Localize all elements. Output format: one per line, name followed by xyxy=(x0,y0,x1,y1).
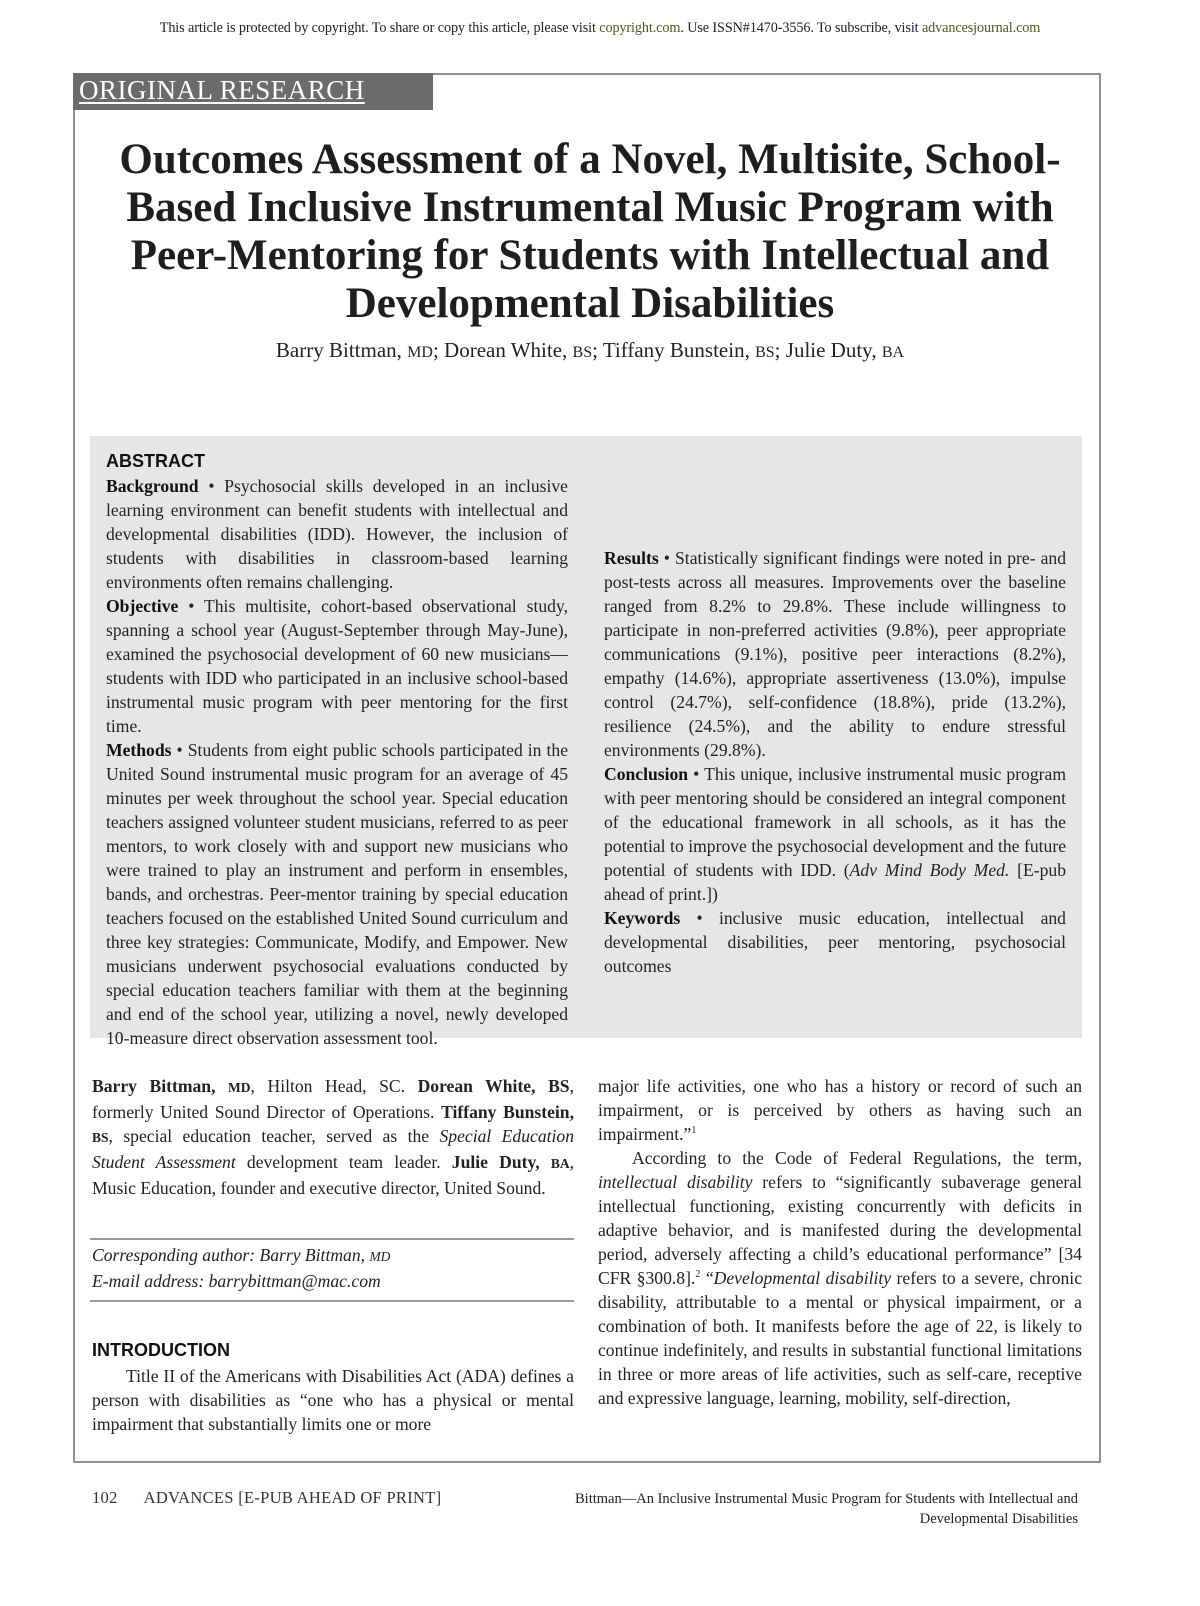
subscribe-link[interactable]: advancesjournal.com xyxy=(921,20,1041,36)
copyright-link[interactable]: copyright.com xyxy=(599,20,681,36)
abstract-methods: Methods • Students from eight public schools participated in the United Sound instrumental music program for an average of 45 minutes per week throughout the school year. Special education teachers assigned volunteer student musicians, referred to as peer mentors, to work closely with and support new musicians who were trained to play an instrument and perform in ensembles, bands, and orchestras. Peer-mentor training by special education teachers focused on the established United Sound curriculum and three key strategies: Communicate, Modify, and Empower. New musicians underwent psychosocial evaluations conducted by special education teachers familiar with them at the beginning and end of the school year, utilizing a novel, newly developed 10-measure direct observation assessment tool. xyxy=(106,740,568,1048)
introduction-column-right xyxy=(598,1074,1082,1410)
copyright-notice: This article is protected by copyright. To share or copy this article, please visit copyright.com. Use ISSN#1470-3556. To subscribe, visit advancesjournal.com xyxy=(159,20,1041,36)
running-title: Bittman—An Inclusive Instrumental Music Program for Students with Intellectual and Developmental Disabilities xyxy=(575,1491,1078,1527)
introduction-paragraph-1: Title II of the Americans with Disabilities Act (ADA) defines a person with disabilities as “one who has a physical or mental impairment that substantially limits one or more xyxy=(92,1366,574,1434)
introduction-paragraph-2: According to the Code of Federal Regulations, the term, intellectual disability refers to “significantly subaverage general intellectual functioning, existing concurrently with deficits in adaptive behavior, and is manifested during the developmental period, adversely affecting a child’s educational performance” [34 CFR §300.8].$^2$ “Developmental disability refers to a severe, chronic disability, attributable to a mental or physical impairment, or a combination of both. It manifests before the age of 22, is likely to continue indefinitely, and results in substantial functional limitations in three or more areas of life activities, such as self-care, receptive and expressive language, learning, mobility, self-direction, xyxy=(598,1148,1082,1408)
author-affiliations: Barry Bittman, MD, Hilton Head, SC. Dorean White, BS, formerly United Sound Director of Operations. Tiffany Bunstein, BS, special education teacher, served as the Special Education Student Assessment development team leader. Julie Duty, BA, Music Education, founder and executive director, United Sound. xyxy=(92,1076,575,1198)
page-number: 102 xyxy=(92,1488,118,1507)
reference-2[interactable]: 2 xyxy=(695,1269,701,1280)
email-address[interactable]: E-mail address: barrybittman@mac.com xyxy=(92,1271,381,1291)
abstract-objective: Objective • This multisite, cohort-based observational study, spanning a school year (August-September through May-June), examined the psychosocial development of 60 new musicians—students with IDD who participated in an inclusive school-based instrumental music program with peer mentoring for the first time. xyxy=(106,596,568,736)
abstract-conclusion: Conclusion • This unique, inclusive instrumental music program with peer mentoring should be considered an integral component of the educational framework in all schools, as it has the potential to improve the psychosocial development and the future potential of students with IDD. (Adv Mind Body Med. [E-pub ahead of print.]) xyxy=(604,764,1067,904)
abstract-methods-continued xyxy=(604,474,1066,546)
introduction-heading: INTRODUCTION xyxy=(92,1340,230,1360)
introduction-paragraph-1-continued: major life activities, one who has a history or record of such an impairment, or is perceived by others as having such an impairment.”$^1$ xyxy=(598,1076,1082,1144)
journal-name: ADVANCES [E-PUB AHEAD OF PRINT] xyxy=(143,1488,442,1507)
section-label: ORIGINAL RESEARCH xyxy=(73,73,433,110)
author-list: Barry Bittman, MD; Dorean White, BS; Tiffany Bunstein, BS; Julie Duty, BA xyxy=(275,338,905,362)
abstract-keywords: Keywords • inclusive music education, intellectual and developmental disabilities, peer mentoring, psychosocial outcomes xyxy=(604,908,1066,976)
correspondence: Corresponding author: Barry Bittman, MD E-mail address: barrybittman@mac.com xyxy=(92,1243,574,1293)
abstract-column-right xyxy=(604,474,1066,978)
abstract-background: Background • Psychosocial skills developed in an inclusive learning environment can benefit students with intellectual and developmental disabilities (IDD). However, the inclusion of students with disabilities in classroom-based learning environments often remains challenging. xyxy=(106,476,568,592)
divider xyxy=(90,1238,574,1240)
abstract-results: Results • Statistically significant findings were noted in pre- and post-tests across all measures. Improvements over the baseline ranged from 8.2% to 29.8%. These include willingness to participate in non-preferred activities (9.8%), peer appropriate communications (9.1%), positive peer interactions (8.2%), empathy (14.6%), appropriate assertiveness (13.0%), impulse control (24.7%), self-confidence (18.8%), pride (13.2%), resilience (24.5%), and the ability to endure stressful environments (29.8%). xyxy=(604,548,1066,760)
abstract-column-left xyxy=(106,474,568,1050)
divider xyxy=(90,1300,574,1302)
page-footer-left xyxy=(92,1488,441,1508)
reference-1[interactable]: 1 xyxy=(691,1125,697,1136)
abstract-heading: ABSTRACT xyxy=(106,451,205,471)
abstract-box xyxy=(90,436,1082,1048)
article-title: Outcomes Assessment of a Novel, Multisite, School-Based Inclusive Instrumental Music Program with Peer-Mentoring for Students with Intellectual and Developmental Disabilities xyxy=(119,136,1061,327)
